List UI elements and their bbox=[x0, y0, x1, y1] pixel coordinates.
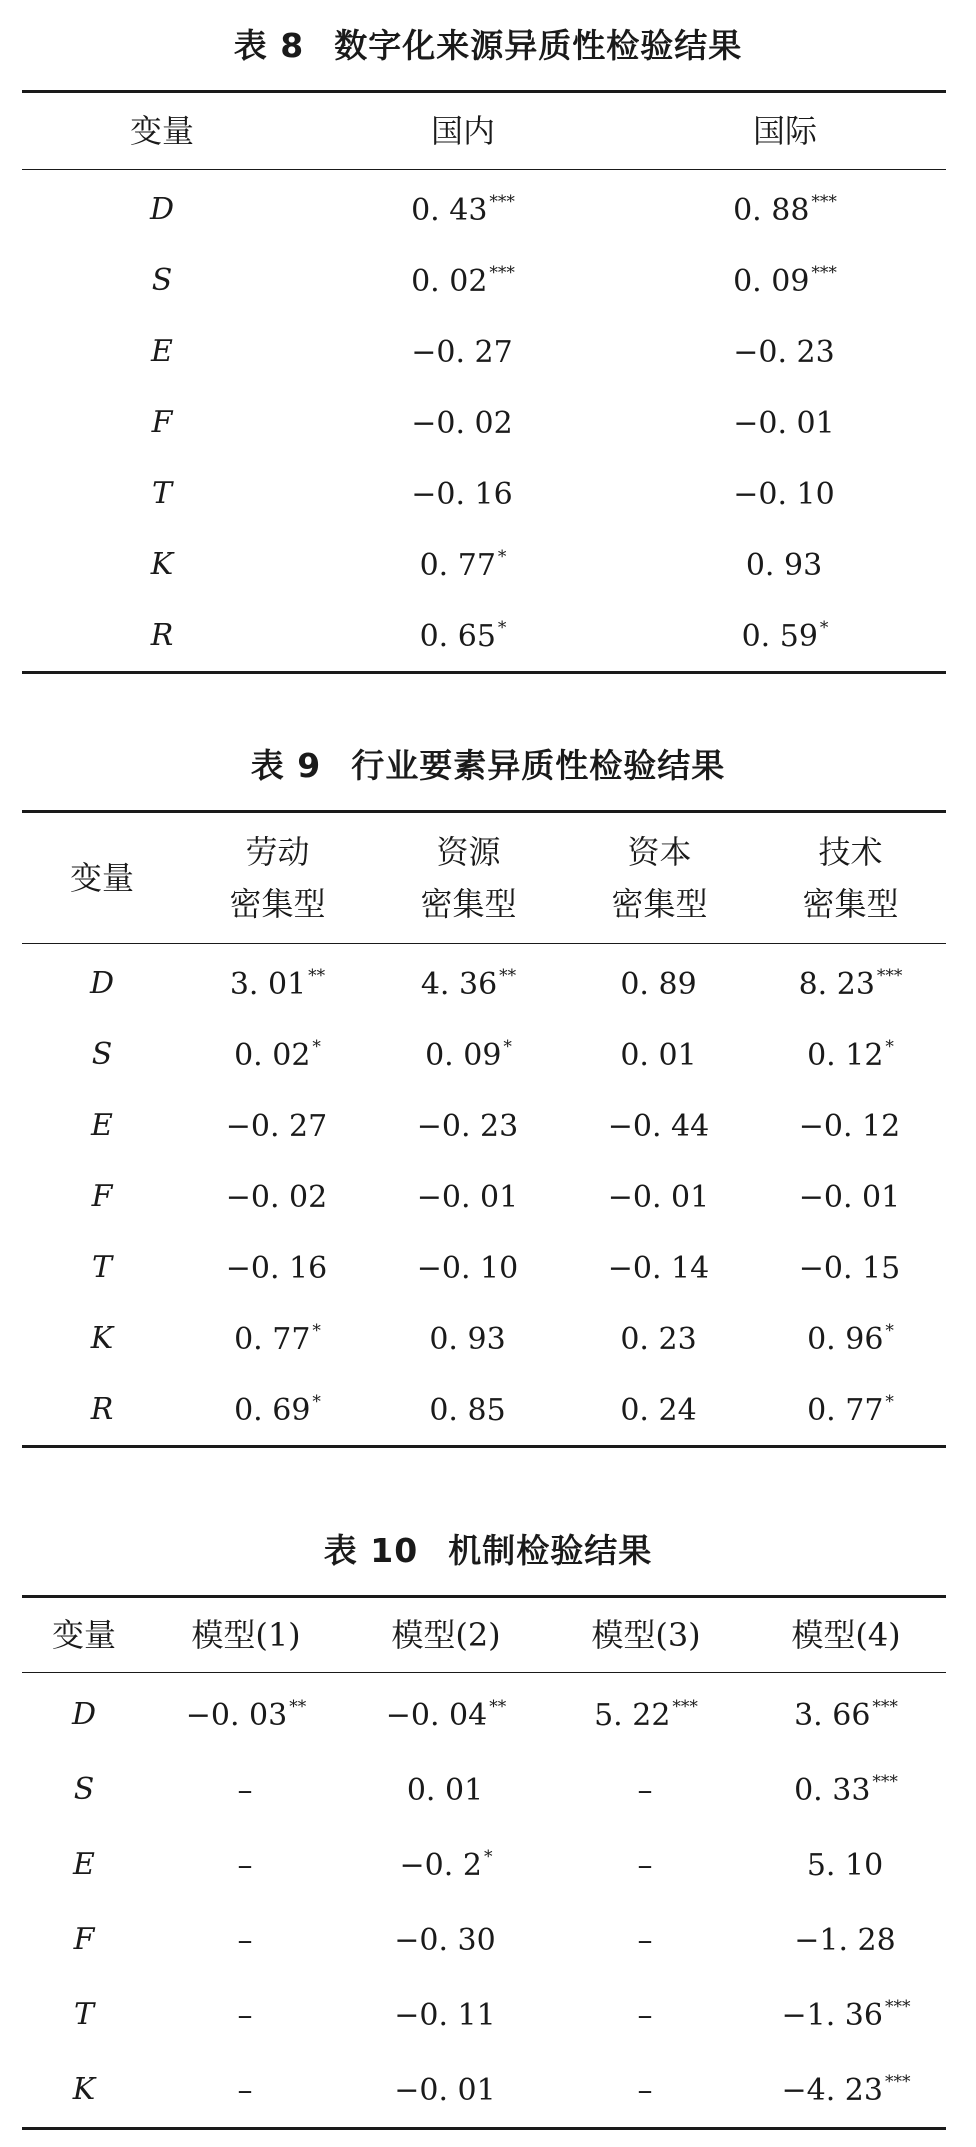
table-row bbox=[22, 1232, 946, 1303]
value-cell: −0. 01 bbox=[733, 405, 835, 441]
table-row bbox=[22, 1374, 946, 1447]
value-cell: – bbox=[637, 2072, 653, 2108]
value-cell: −0. 01 bbox=[416, 1179, 519, 1215]
value-cell: – bbox=[637, 1847, 653, 1883]
value-cell: – bbox=[637, 1772, 653, 1808]
table-row bbox=[22, 1977, 946, 2052]
value-cell: 0. 88 *** bbox=[733, 191, 837, 228]
variable-cell: T bbox=[73, 1997, 94, 2032]
value-cell: 0. 96 * bbox=[807, 1320, 894, 1357]
value-cell: 0. 01 bbox=[406, 1772, 484, 1808]
value-cell: 0. 23 bbox=[620, 1321, 697, 1357]
table9-header-row bbox=[22, 812, 946, 944]
value-cell: −0. 01 bbox=[607, 1179, 710, 1215]
variable-cell: F bbox=[91, 1179, 113, 1214]
value-cell: 0. 59 * bbox=[741, 617, 829, 654]
table-row bbox=[22, 316, 946, 387]
table8 bbox=[22, 90, 946, 674]
variable-cell: D bbox=[71, 1697, 97, 1732]
value-cell: 0. 33 *** bbox=[794, 1771, 898, 1808]
table-row bbox=[22, 529, 946, 600]
value-cell: −0. 10 bbox=[733, 476, 835, 512]
variable-cell: R bbox=[150, 618, 174, 653]
value-cell: −0. 15 bbox=[798, 1250, 901, 1286]
table9-header-technology-intensive: 技术 密集型 bbox=[755, 812, 946, 944]
table8-header-variable: 变量 bbox=[22, 92, 302, 170]
value-cell: 0. 02 *** bbox=[411, 262, 515, 299]
variable-cell: E bbox=[91, 1108, 113, 1143]
value-cell: – bbox=[637, 1922, 653, 1958]
value-cell: −0. 16 bbox=[411, 476, 513, 512]
value-cell: −0. 02 bbox=[411, 405, 513, 441]
value-cell: −0. 12 bbox=[798, 1108, 901, 1144]
table-row bbox=[22, 458, 946, 529]
value-cell: 0. 85 bbox=[429, 1392, 506, 1428]
value-cell: – bbox=[237, 1772, 253, 1808]
table-row bbox=[22, 1902, 946, 1977]
table8-header-domestic: 国内 bbox=[302, 92, 624, 170]
value-cell: −4. 23 *** bbox=[781, 2071, 911, 2108]
variable-cell: E bbox=[151, 334, 173, 369]
value-cell: 0. 43 *** bbox=[411, 191, 515, 228]
table8-title: 数字化来源异质性检验结果 bbox=[334, 26, 743, 65]
variable-cell: D bbox=[89, 966, 115, 1001]
value-cell: 0. 69 * bbox=[234, 1391, 321, 1428]
value-cell: −0. 44 bbox=[607, 1108, 710, 1144]
value-cell: – bbox=[237, 1997, 253, 2033]
value-cell: 0. 65 * bbox=[419, 617, 507, 654]
table9-caption bbox=[0, 746, 976, 786]
value-cell: – bbox=[637, 1997, 653, 2033]
table10-header-model-3: 模型(3) bbox=[546, 1597, 746, 1673]
value-cell: −0. 27 bbox=[225, 1108, 328, 1144]
table10-header-variable: 变量 bbox=[22, 1597, 146, 1673]
table10-number: 表 10 bbox=[323, 1531, 419, 1570]
table8-caption bbox=[0, 26, 976, 66]
value-cell: 0. 09 *** bbox=[733, 262, 837, 299]
table-row bbox=[22, 1161, 946, 1232]
value-cell: – bbox=[237, 1847, 253, 1883]
value-cell: – bbox=[237, 1922, 253, 1958]
value-cell: −0. 23 bbox=[733, 334, 835, 370]
table-row bbox=[22, 1673, 946, 1753]
table9-header-labor-intensive: 劳动 密集型 bbox=[182, 812, 373, 944]
value-cell: 0. 93 bbox=[429, 1321, 506, 1357]
value-cell: 0. 02 * bbox=[234, 1036, 321, 1073]
variable-cell: T bbox=[151, 476, 172, 511]
table-row bbox=[22, 1019, 946, 1090]
value-cell: −0. 03 ** bbox=[185, 1696, 307, 1733]
variable-cell: K bbox=[72, 2072, 96, 2107]
value-cell: 4. 36 ** bbox=[420, 965, 517, 1002]
value-cell: −0. 01 bbox=[798, 1179, 901, 1215]
variable-cell: D bbox=[149, 192, 175, 227]
value-cell: 0. 77 * bbox=[807, 1391, 894, 1428]
value-cell: −1. 36 *** bbox=[781, 1996, 911, 2033]
value-cell: 8. 23 *** bbox=[798, 965, 903, 1002]
variable-cell: E bbox=[73, 1847, 95, 1882]
value-cell: 0. 09 * bbox=[425, 1036, 512, 1073]
table-row bbox=[22, 944, 946, 1020]
value-cell: 0. 12 * bbox=[807, 1036, 894, 1073]
table10-header-model-4: 模型(4) bbox=[746, 1597, 946, 1673]
table-row bbox=[22, 1827, 946, 1902]
value-cell: 0. 89 bbox=[620, 966, 697, 1002]
value-cell: −0. 10 bbox=[416, 1250, 519, 1286]
table-row bbox=[22, 1752, 946, 1827]
table10-header-model-1: 模型(1) bbox=[146, 1597, 346, 1673]
value-cell: 3. 66 *** bbox=[794, 1696, 898, 1733]
table8-header-row bbox=[22, 92, 946, 170]
value-cell: 0. 77 * bbox=[419, 546, 507, 583]
value-cell: −0. 27 bbox=[411, 334, 513, 370]
table9-number: 表 9 bbox=[250, 746, 322, 785]
variable-cell: S bbox=[91, 1037, 113, 1072]
value-cell: −0. 11 bbox=[394, 1997, 496, 2033]
value-cell: −0. 04 ** bbox=[385, 1696, 507, 1733]
value-cell: – bbox=[237, 2072, 253, 2108]
table-row bbox=[22, 1303, 946, 1374]
value-cell: −0. 2 * bbox=[399, 1846, 493, 1883]
value-cell: −0. 16 bbox=[225, 1250, 328, 1286]
table-row bbox=[22, 1090, 946, 1161]
table9 bbox=[22, 810, 946, 1448]
value-cell: −0. 14 bbox=[607, 1250, 710, 1286]
table8-header-international: 国际 bbox=[624, 92, 946, 170]
variable-cell: S bbox=[151, 263, 173, 298]
table9-title: 行业要素异质性检验结果 bbox=[351, 746, 726, 785]
table9-header-capital-intensive: 资本 密集型 bbox=[564, 812, 755, 944]
value-cell: −0. 02 bbox=[225, 1179, 328, 1215]
value-cell: 5. 10 bbox=[806, 1847, 884, 1883]
value-cell: −0. 30 bbox=[394, 1922, 496, 1958]
table10-header-row bbox=[22, 1597, 946, 1673]
value-cell: 0. 24 bbox=[620, 1392, 697, 1428]
table8-number: 表 8 bbox=[233, 26, 305, 65]
variable-cell: R bbox=[90, 1392, 114, 1427]
value-cell: 0. 01 bbox=[620, 1037, 697, 1073]
variable-cell: F bbox=[73, 1922, 95, 1957]
value-cell: −0. 01 bbox=[394, 2072, 496, 2108]
table10-caption bbox=[0, 1531, 976, 1571]
table-row bbox=[22, 600, 946, 673]
table9-header-resource-intensive: 资源 密集型 bbox=[373, 812, 564, 944]
table-row bbox=[22, 2052, 946, 2129]
variable-cell: S bbox=[73, 1772, 95, 1807]
table9-header-variable: 变量 bbox=[22, 812, 182, 944]
value-cell: −1. 28 bbox=[794, 1922, 896, 1958]
value-cell: −0. 23 bbox=[416, 1108, 519, 1144]
table10 bbox=[22, 1595, 946, 2130]
table-row bbox=[22, 170, 946, 246]
variable-cell: K bbox=[90, 1321, 114, 1356]
table10-header-model-2: 模型(2) bbox=[346, 1597, 546, 1673]
table-row bbox=[22, 245, 946, 316]
value-cell: 0. 93 bbox=[745, 547, 823, 583]
variable-cell: T bbox=[91, 1250, 112, 1285]
value-cell: 3. 01 ** bbox=[229, 965, 326, 1002]
value-cell: 0. 77 * bbox=[234, 1320, 321, 1357]
variable-cell: F bbox=[151, 405, 173, 440]
table-row bbox=[22, 387, 946, 458]
table10-title: 机制检验结果 bbox=[448, 1531, 653, 1570]
variable-cell: K bbox=[150, 547, 174, 582]
value-cell: 5. 22 *** bbox=[594, 1696, 698, 1733]
